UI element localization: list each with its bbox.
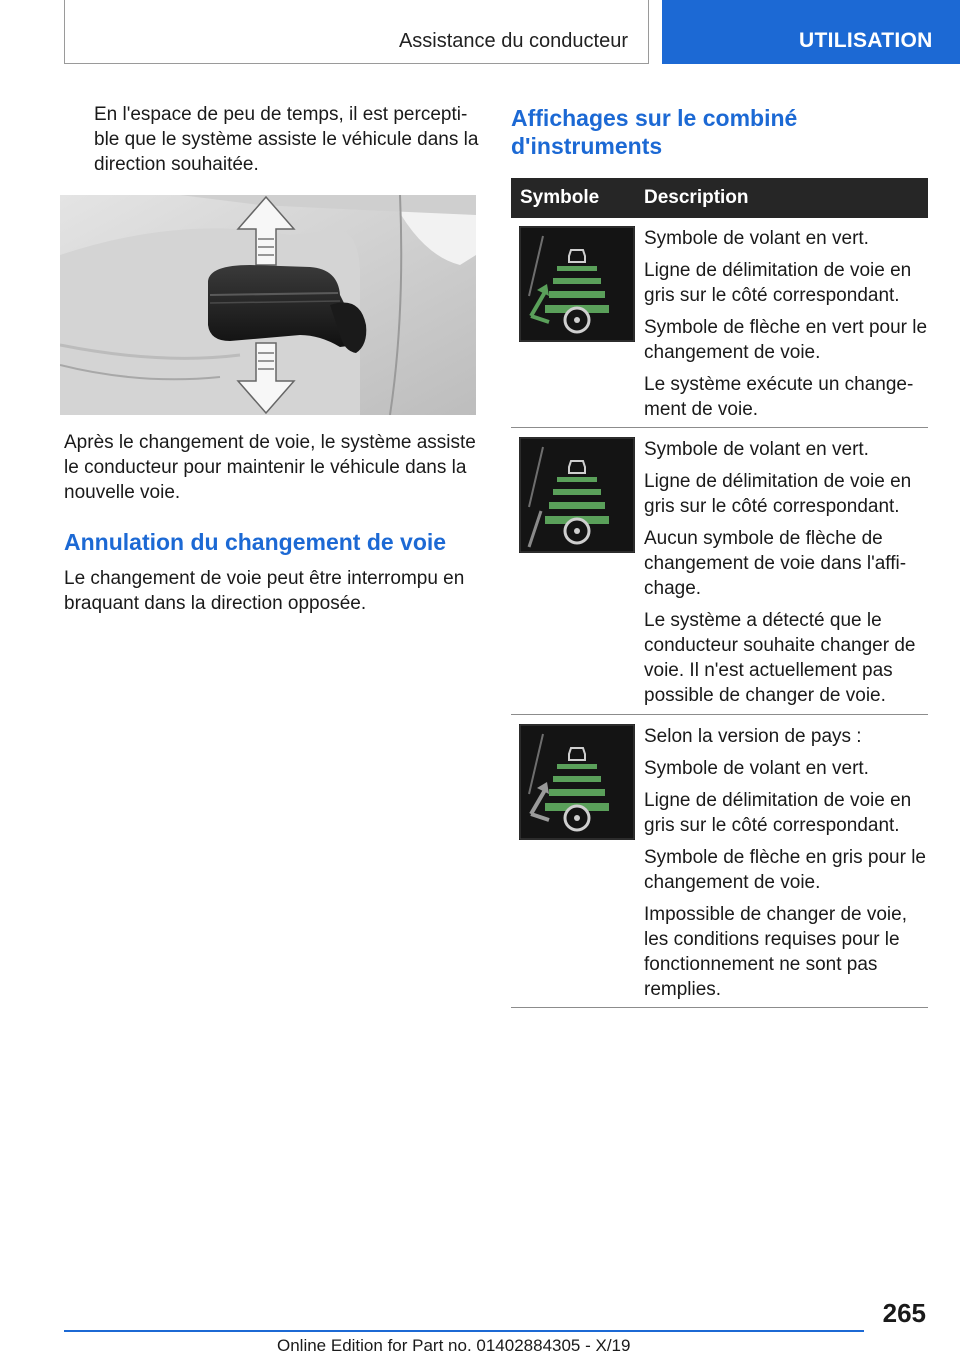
turn-signal-lever-photo [60,195,476,415]
footer-edition: Online Edition for Part no. 01402884305 - X/19 [277,1336,631,1355]
lane-change-no-arrow-icon [519,437,635,553]
table-header [511,178,928,218]
lane-change-grey-arrow-icon [519,724,635,840]
row-1-description [644,226,928,429]
heading-line: d'instruments [511,133,663,159]
cancel-paragraph [64,566,484,616]
row-divider [511,1007,928,1008]
lane-change-green-arrow-icon [519,226,635,342]
after-image-line: le conducteur pour maintenir le véhicule dans la [64,457,467,478]
header-section-box [64,0,649,64]
row-1-line: Le système exécute un change-ment de voie. [644,374,914,420]
header-section-title: Assistance du conducteur [398,30,628,52]
intro-line: En l'espace de peu de temps, il est percepti- [94,104,468,125]
row-1-line: Symbole de flèche en vert pour le changement de voie. [644,317,928,363]
header-chapter-tab [662,0,960,64]
row-divider [511,714,928,715]
after-image-paragraph [64,430,484,505]
col-symbol-header: Symbole [520,187,600,208]
row-2-line: Symbole de volant en vert. [644,439,869,460]
row-3-line: Selon la version de pays : [644,726,862,747]
footer-divider [64,1330,864,1332]
intro-paragraph [94,102,484,177]
row-1-line: Ligne de délimitation de voie en gris sur le côté correspondant. [644,260,912,306]
row-3-line: Impossible de changer de voie, les conditions requises pour le fonctionnement ne sont pas remplies. [644,904,907,1000]
row-2-line: Ligne de délimitation de voie en gris sur le côté correspondant. [644,471,912,517]
row-3-description [644,724,928,1009]
page-number: 265 [882,1298,926,1328]
heading-line: Affichages sur le combiné [511,105,798,131]
row-2-line: Aucun symbole de flèche de changement de voie dans l'affi-chage. [644,528,907,599]
after-image-line: nouvelle voie. [64,482,181,503]
row-divider [511,427,928,428]
cancel-line: braquant dans la direction opposée. [64,593,367,614]
cancel-heading: Annulation du changement de voie [64,529,447,555]
row-3-line: Ligne de délimitation de voie en gris sur le côté correspondant. [644,790,912,836]
row-3-line: Symbole de volant en vert. [644,758,869,779]
after-image-line: Après le changement de voie, le système assiste [64,432,476,453]
instrument-display-heading [511,104,931,160]
intro-line: ble que le système assiste le véhicule dans la [94,129,479,150]
row-1-line: Symbole de volant en vert. [644,228,869,249]
col-description-header: Description [644,187,749,208]
intro-line: direction souhaitée. [94,154,259,175]
row-2-description [644,437,928,715]
cancel-line: Le changement de voie peut être interrompu en [64,568,465,589]
row-3-line: Symbole de flèche en gris pour le changement de voie. [644,847,926,893]
header-chapter-title: UTILISATION [799,29,933,52]
row-2-line: Le système a détecté que le conducteur souhaite changer de voie. Il n'est actuellement pas possible de changer de voie. [644,610,916,706]
